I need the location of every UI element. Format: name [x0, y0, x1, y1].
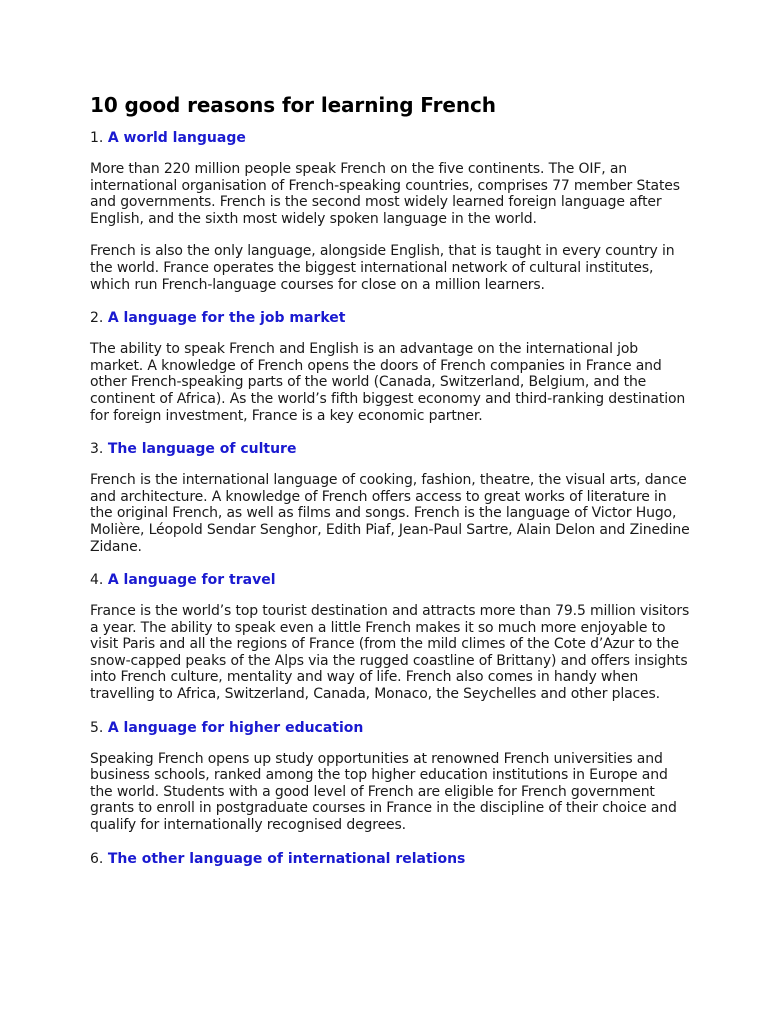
body-paragraph: French is also the only language, alongside English, that is taught in every country in the world. France operates the biggest international network of cultural institutes, which run French-language courses for close on a million learners.	[90, 243, 675, 293]
section-heading	[90, 571, 690, 589]
section-heading	[90, 440, 690, 458]
section-number: 2.	[90, 310, 104, 327]
body-paragraph: French is the international language of cooking, fashion, theatre, the visual arts, dance and architecture. A knowledge of French offers access to great works of literature in the original French, as well as films and songs. French is the language of Victor Hugo, Molière, Léopold Sendar Senghor, Edith Piaf, Jean-Paul Sartre, Alain Delon and Zinedine Zidane.	[90, 472, 690, 555]
section-number: 4.	[90, 572, 104, 589]
section-heading	[90, 309, 690, 327]
section-heading-link[interactable]: A language for travel	[107, 572, 276, 589]
section-heading-link[interactable]: The other language of international relations	[107, 850, 466, 867]
sections-container	[90, 129, 690, 868]
section-heading-link[interactable]: A language for the job market	[107, 310, 346, 327]
section-heading-link[interactable]: The language of culture	[107, 441, 297, 458]
body-paragraph: The ability to speak French and English is an advantage on the international job market. A knowledge of French opens the doors of French companies in France and other French-speaking parts of the world (Canada, Switzerland, Belgium, and the continent of Africa). As the world’s fifth biggest economy and third-ranking destination for foreign investment, France is a key economic partner.	[90, 341, 686, 424]
body-paragraph: Speaking French opens up study opportunities at renowned French universities and business schools, ranked among the top higher education institutions in Europe and the world. Students with a good level of French are eligible for French government grants to enroll in postgraduate courses in France in the discipline of their choice and qualify for internationally recognised degrees.	[90, 750, 677, 834]
document-page	[90, 91, 690, 882]
section-heading	[90, 719, 690, 737]
document-title: 10 good reasons for learning French	[90, 93, 496, 117]
section-heading	[90, 129, 690, 147]
body-paragraph: More than 220 million people speak French on the five continents. The OIF, an international organisation of French-speaking countries, comprises 77 member States and governments. French is the second most widely learned foreign language after English, and the sixth most widely spoken language in the world.	[90, 161, 680, 227]
section-number: 3.	[90, 441, 104, 458]
section-heading	[90, 850, 690, 868]
section-heading-link[interactable]: A world language	[107, 130, 246, 146]
body-paragraph: France is the world’s top tourist destination and attracts more than 79.5 million visitors a year. The ability to speak even a little French makes it so much more enjoyable to visit Paris and all the regions of France (from the mild climes of the Cote d’Azur to the snow-capped peaks of the Alps via the rugged coastline of Brittany) and offers insights into French culture, mentality and way of life. French also comes in handy when travelling to Africa, Switzerland, Canada, Monaco, the Seychelles and other places.	[90, 603, 690, 703]
section-heading-link[interactable]: A language for higher education	[107, 719, 364, 736]
section-number: 5.	[90, 719, 104, 736]
section-number: 6.	[90, 850, 104, 867]
section-number: 1.	[90, 130, 104, 146]
